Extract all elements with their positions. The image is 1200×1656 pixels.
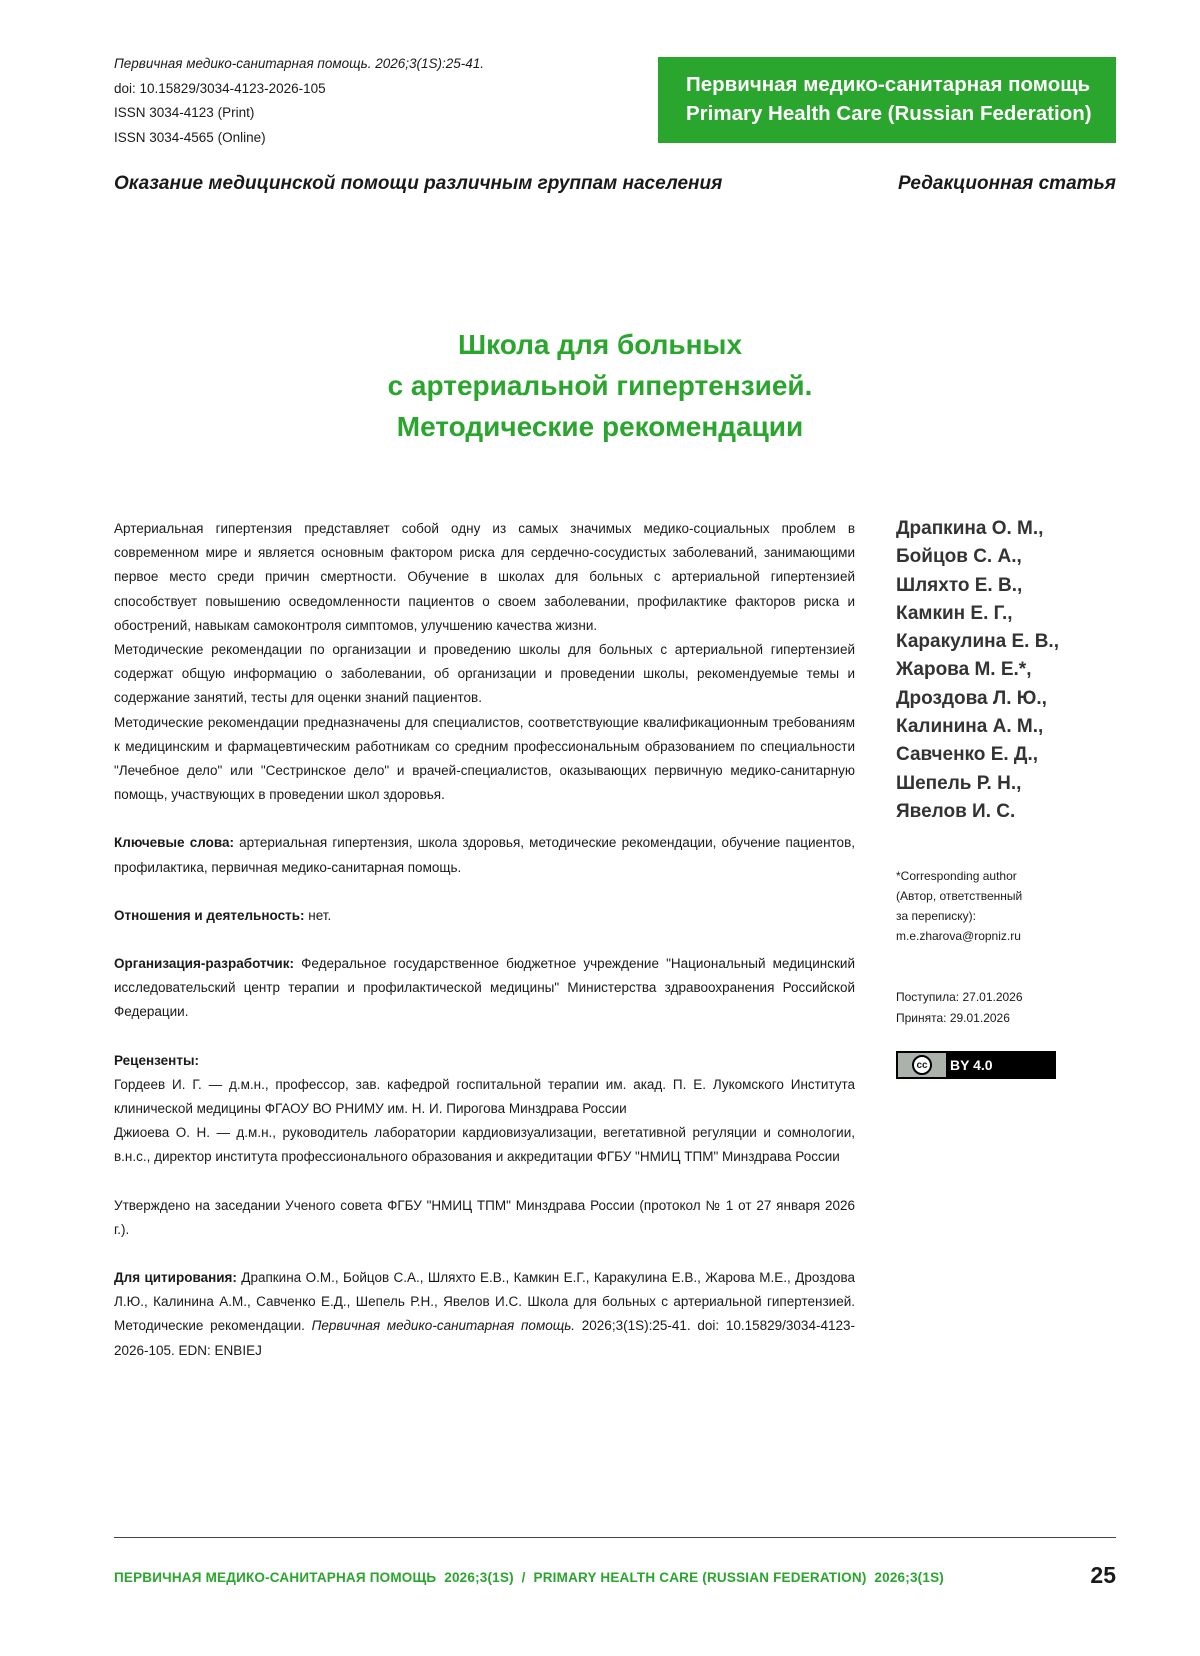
- title-line-2: с артериальной гипертензией.: [387, 370, 813, 401]
- section-heading: Оказание медицинской помощи различным группам населения: [114, 173, 723, 194]
- relations-label: Отношения и деятельность:: [114, 907, 305, 923]
- accepted-date: Принята: 29.01.2026: [896, 1011, 1010, 1025]
- citation: [114, 1266, 855, 1363]
- citation-label: Для цитирования:: [114, 1270, 237, 1286]
- article-dates: [896, 987, 1023, 1029]
- author: Савченко Е. Д.,: [896, 744, 1039, 766]
- reviewer-1: Гордеев И. Г. — д.м.н., профессор, зав. кафедрой госпитальной терапии им. акад. П. Е. Лукомского Института клинической медицины ФГАОУ ВО РНИМУ им. Н. И. Пирогова Минздрава России: [114, 1076, 855, 1117]
- cc-by-label: BY 4.0: [950, 1057, 993, 1073]
- running-footer: ПЕРВИЧНАЯ МЕДИКО-САНИТАРНАЯ ПОМОЩЬ 2026;3(1S) / PRIMARY HEALTH CARE (RUSSIAN FEDERATION) 2026;3(1S): [114, 1570, 944, 1585]
- title-line-1: Школа для больных: [457, 329, 743, 360]
- corresponding-email[interactable]: m.e.zharova@ropniz.ru: [896, 929, 1021, 943]
- keywords-label: Ключевые слова:: [114, 835, 234, 851]
- abstract-paragraph-2: Методические рекомендации по организации и проведению школы для больных с артериальной гипертензией содержат общую информацию о заболевании, об организации и проведении школы, рекомендуемые темы и содержание занятий, тесты для оценки знаний пациентов.: [114, 642, 855, 706]
- author: Шляхто Е. В.,: [896, 574, 1023, 596]
- issn-print: ISSN 3034-4123 (Print): [114, 105, 255, 120]
- abstract-paragraph-3: Методические рекомендации предназначены для специалистов, соответствующие квалификационным требованиям к медицинским и фармацевтическим работникам со средним профессиональным образованием по специальности "Лечебное дело" или "Сестринское дело" и врачей-специалистов, оказывающих первичную медико-санитарную помощь, участвующих в проведении школ здоровья.: [114, 714, 855, 803]
- title-line-3: Методические рекомендации: [396, 411, 804, 442]
- article-type: Редакционная статья: [897, 173, 1116, 194]
- keywords-text: артериальная гипертензия, школа здоровья, методические рекомендации, обучение пациентов, профилактика, первичная медико-санитарная помощь.: [114, 835, 855, 875]
- citation-text-1: Драпкина О.М., Бойцов С.А., Шляхто Е.В., Камкин Е.Г., Каракулина Е.В., Жарова М.Е., Дроздова Л.Ю., Калинина А.М., Савченко Е.Д., Шепель Р.Н., Явелов И.С. Школа для больных с артериальной гипертензией. Методические рекомендации.: [114, 1270, 855, 1334]
- relations: [114, 904, 855, 928]
- citation-text-2: 2026;3(1S):25-41. doi: 10.15829/3034-4123-2026-105. EDN: ENBIEJ: [114, 1318, 855, 1358]
- reviewer-2: Джиоева О. Н. — д.м.н., руководитель лаборатории кардиовизуализации, вегетативной регуляции и сомнологии, в.н.с., директор института профессионального образования и аккредитации ФГБУ "НМИЦ ТПМ" Минздрава России: [114, 1125, 855, 1165]
- author: Каракулина Е. В.,: [896, 631, 1059, 653]
- citation-journal: Первичная медико-санитарная помощь.: [311, 1318, 576, 1334]
- journal-banner: [658, 57, 1116, 143]
- author: Калинина А. М.,: [896, 716, 1044, 738]
- organization: [114, 952, 855, 1025]
- page-number: 25: [1090, 1562, 1116, 1588]
- reviewers-label: Рецензенты:: [114, 1052, 199, 1068]
- journal-name-en: Primary Health Care (Russian Federation): [686, 102, 1092, 125]
- cc-logo-bg: [898, 1053, 946, 1077]
- organization-label: Организация-разработчик:: [114, 956, 294, 972]
- article-title: [0, 324, 1200, 447]
- corresponding-author: [896, 866, 1022, 946]
- corresponding-line-3: за переписку):: [896, 909, 976, 923]
- main-column: [114, 517, 855, 1363]
- author: Явелов И. С.: [896, 800, 1016, 822]
- received-date: Поступила: 27.01.2026: [896, 990, 1023, 1004]
- doi: doi: 10.15829/3034-4123-2026-105: [114, 80, 326, 96]
- citation-line: Первичная медико-санитарная помощь. 2026;3(1S):25-41.: [114, 56, 485, 71]
- author: Драпкина О. М.,: [896, 518, 1044, 539]
- author: Камкин Е. Г.,: [896, 602, 1013, 624]
- abstract-paragraph-1: Артериальная гипертензия представляет собой одну из самых значимых медико-социальных проблем в современном мире и является основным фактором риска для сердечно-сосудистых заболеваний, занимающими первое место среди причин смертности. Обучение в школах для больных с артериальной гипертензией способствует повышению осведомленности пациентов о своем заболевании, профилактике факторов риска и обострений, навыкам самоконтроля симптомов, улучшению качества жизни.: [114, 521, 855, 633]
- author: Дроздова Л. Ю.,: [896, 687, 1047, 709]
- article-meta: [114, 52, 484, 150]
- journal-name-ru: Первичная медико-санитарная помощь: [686, 73, 1091, 96]
- cc-icon: cc: [912, 1055, 932, 1075]
- approval-note: Утверждено на заседании Ученого совета ФГБУ "НМИЦ ТПМ" Минздрава России (протокол № 1 от 27 января 2026 г.).: [114, 1197, 855, 1237]
- corresponding-line-2: (Автор, ответственный: [896, 889, 1023, 903]
- author: Шепель Р. Н.,: [896, 772, 1022, 794]
- organization-text: Федеральное государственное бюджетное учреждение "Национальный медицинский исследовательский центр терапии и профилактической медицины" Министерства здравоохранения Российской Федерации.: [114, 956, 855, 1020]
- author-list: [896, 515, 1059, 826]
- cc-license-badge[interactable]: [896, 1051, 1056, 1079]
- author: Жарова М. Е.*,: [896, 659, 1032, 681]
- footer-divider: [114, 1537, 1116, 1538]
- issn-online: ISSN 3034-4565 (Online): [114, 129, 266, 145]
- corresponding-line-1: *Corresponding author: [896, 869, 1017, 883]
- keywords: [114, 831, 855, 879]
- relations-text: нет.: [304, 907, 332, 923]
- author: Бойцов С. А.,: [896, 546, 1022, 568]
